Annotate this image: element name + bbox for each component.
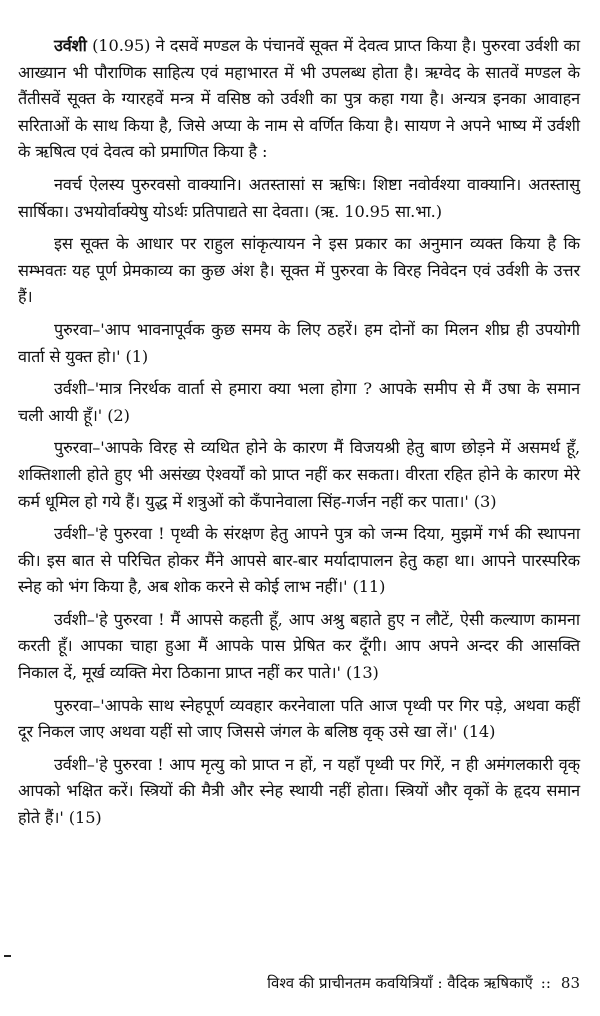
page-number: 83 <box>560 974 580 992</box>
dialogue-urvashi-13: उर्वशी–'हे पुरुरवा ! मैं आपसे कहती हूँ, आप अश्रु बहाते हुए न लौटें, ऐसी कल्याण कामना करती हूँ। आपका चाहा हुआ मैं आपके पास प्रेषित कर दूँगी। आप अपने अन्दर की आसक्ति निकाल दें, मूर्ख व्यक्ति मेरा ठिकाना प्राप्त नहीं कर पाते।' (13) <box>18 609 580 683</box>
dialogue-urvashi-15: उर्वशी–'हे पुरुरवा ! आप मृत्यु को प्राप्त न हों, न यहाँ पृथ्वी पर गिरें, न ही अमंगलकारी वृक् आपको भक्षित करें। स्त्रियों की मैत्री और स्नेह स्थायी नहीं होता। स्त्रियों और वृकों के हृदय समान होते हैं।' (15) <box>18 754 580 828</box>
dialogue-pururava-3: पुरुरवा–'आपके विरह से व्यथित होने के कारण मैं विजयश्री हेतु बाण छोड़ने में असमर्थ हूँ, शक्तिशाली होते हुए भी असंख्य ऐश्वर्यों को प्राप्त नहीं कर सकता। वीरता रहित होने के कारण मेरे कर्म धूमिल हो गये हैं। युद्ध में शत्रुओं को कँपानेवाला सिंह-गर्जन नहीं कर पाता।' (3) <box>18 438 580 511</box>
page-footer <box>18 972 580 994</box>
margin-mark <box>4 955 11 957</box>
paragraph-lead-urvashi: उर्वशी <box>54 36 87 55</box>
dialogue-pururava-1: पुरुरवा–'आप भावनापूर्वक कुछ समय के लिए ठहरें। हम दोनों का मिलन शीघ्र ही उपयोगी वार्ता से युक्त हो।' (1) <box>18 319 580 366</box>
paragraph-sankrityayan: इस सूक्त के आधार पर राहुल सांकृत्यायन ने इस प्रकार का अनुमान व्यक्त किया है कि सम्भवतः यह पूर्ण प्रेमकाव्य का कुछ अंश है। सूक्त में पुरुरवा के विरह निवेदन एवं उर्वशी के उत्तर हैं। <box>18 234 580 307</box>
dialogue-urvashi-11: उर्वशी–'हे पुरुरवा ! पृथ्वी के संरक्षण हेतु आपने पुत्र को जन्म दिया, मुझमें गर्भ की स्थापना की। इस बात से परिचित होकर मैंने आपसे बार-बार मर्यादापालन हेतु कहा था। आपने पारस्परिक स्नेह को भंग किया है, अब शोक करने से कोई लाभ नहीं।' (11) <box>18 524 580 597</box>
paragraph-intro <box>18 33 580 166</box>
footer-book-title: विश्व की प्राचीनतम कवयित्रियाँ : वैदिक ऋषिकाएँ <box>267 974 533 992</box>
paragraph-text: (10.95) ने दसवें मण्डल के पंचानवें सूक्त में देवत्व प्राप्त किया है। पुरुरवा उर्वशी का आख्यान भी पौराणिक साहित्य एवं महाभारत में भी उपलब्ध होता है। ऋग्वेद के सातवें मण्डल के तैंतीसवें सूक्त के ग्यारहवें मन्त्र में वसिष्ठ को उर्वशी का पुत्र कहा गया है। अन्यत्र इनका आवाहन सरिताओं के साथ किया है, जिसे अप्या के नाम से वर्णित किया है। सायण ने अपने भाष्य में उर्वशी के ऋषित्व एवं देवत्व को प्रमाणित किया है : <box>18 36 580 162</box>
paragraph-sayana-quote: नवर्च ऐलस्य पुरुरवसो वाक्यानि। अतस्तासां स ऋषिः। शिष्टा नवोर्वश्या वाक्यानि। अतस्तासु सार्षिका। उभयोर्वाक्येषु योऽर्थः प्रतिपाद्यते सा देवता। (ऋ. 10.95 सा.भा.) <box>18 174 580 221</box>
dialogue-pururava-14: पुरुरवा–'आपके साथ स्नेहपूर्ण व्यवहार करनेवाला पति आज पृथ्वी पर गिर पड़े, अथवा कहीं दूर निकल जाए अथवा यहीं सो जाए जिससे जंगल के बलिष्ठ वृक् उसे खा लें।' (14) <box>18 695 580 742</box>
footer-separator: :: <box>540 974 551 992</box>
dialogue-urvashi-2: उर्वशी–'मात्र निरर्थक वार्ता से हमारा क्या भला होगा ? आपके समीप से मैं उषा के समान चली आयी हूँ।' (2) <box>18 379 580 425</box>
